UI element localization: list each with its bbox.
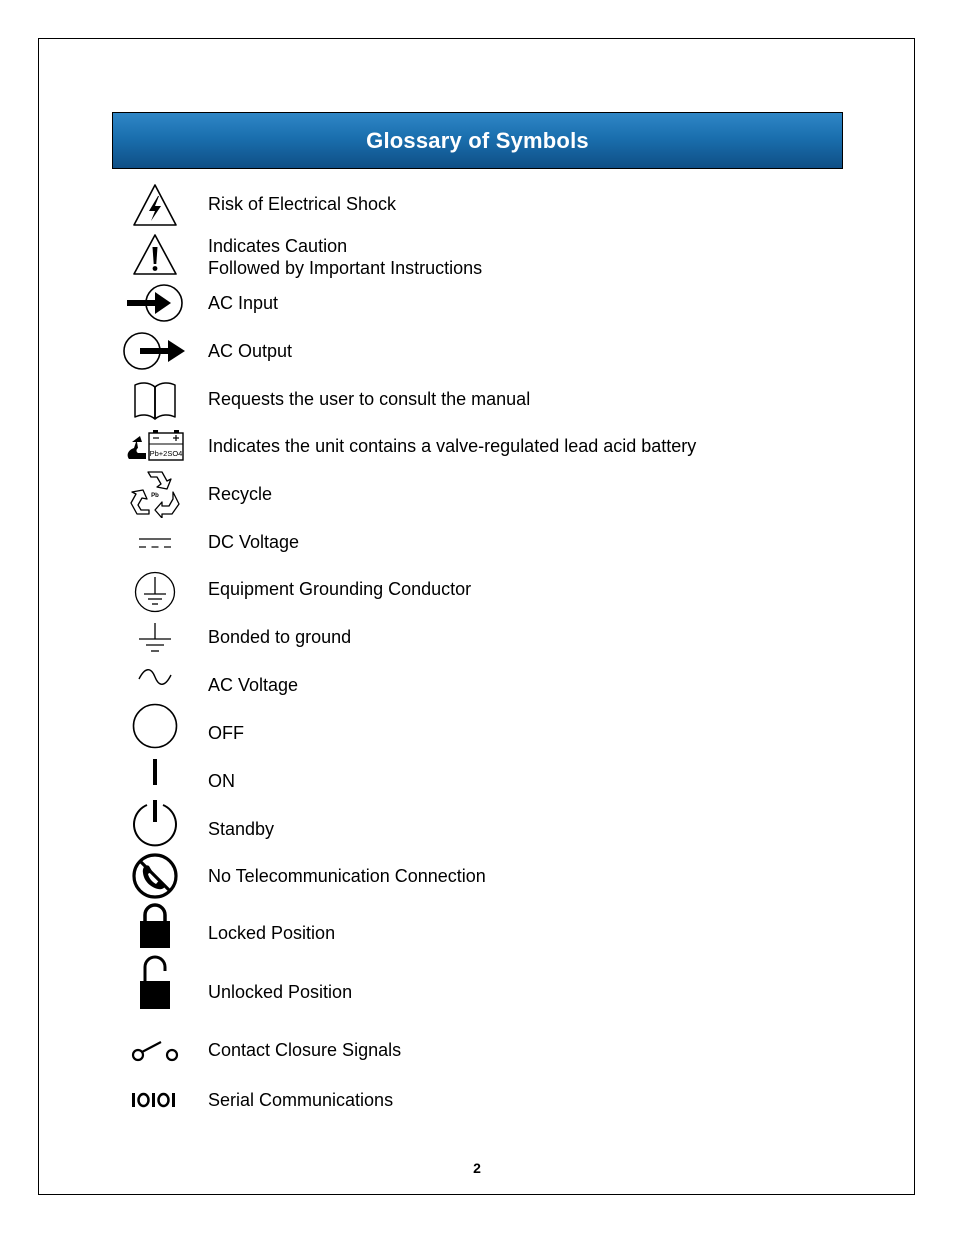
symbol-label: AC Voltage [208, 675, 299, 695]
manual-book-icon [122, 378, 188, 422]
lock-icon [122, 900, 188, 950]
symbol-row [112, 1032, 842, 1068]
ground-icon [122, 618, 188, 658]
symbol-label: DC Voltage [208, 532, 300, 552]
page-number: 2 [473, 1160, 481, 1176]
symbol-row [112, 955, 842, 1011]
battery-chemistry-text: Pb+2SO4 [149, 449, 183, 458]
symbol-row [112, 570, 842, 614]
symbol-row [112, 799, 842, 847]
symbol-row [112, 425, 842, 467]
symbol-label: Equipment Grounding Conductor [208, 579, 472, 599]
symbol-row [112, 180, 842, 230]
battery-icon [122, 425, 188, 467]
symbol-row [112, 282, 842, 324]
protective-ground-icon [122, 570, 188, 614]
symbol-row [112, 662, 842, 702]
unlock-icon [122, 955, 188, 1011]
symbol-label: ON [208, 771, 235, 791]
svg-text:Pb: Pb [151, 493, 159, 499]
symbol-row [112, 468, 842, 518]
symbol-row [112, 330, 842, 372]
symbol-label: Risk of Electrical Shock [208, 194, 397, 214]
recycle-icon [122, 468, 188, 518]
electrical-shock-warning-icon [122, 180, 188, 230]
title-banner [112, 112, 843, 169]
symbol-label: Unlocked Position [208, 982, 353, 1002]
caution-icon [122, 232, 188, 278]
symbol-label: AC Input [208, 293, 279, 313]
page-title: Glossary of Symbols [366, 127, 589, 153]
on-icon [122, 757, 188, 787]
ac-voltage-icon [122, 662, 188, 692]
symbol-label: AC Output [208, 341, 293, 361]
symbol-row [112, 523, 842, 563]
symbol-row [112, 618, 842, 658]
symbol-row [112, 900, 842, 950]
no-telecom-icon [122, 853, 188, 899]
symbol-label: Standby [208, 819, 275, 839]
symbol-label: Indicates the unit contains a valve-regulated lead acid battery [208, 436, 697, 456]
symbol-label: Locked Position [208, 923, 336, 943]
symbol-label: Contact Closure Signals [208, 1040, 402, 1060]
serial-comm-icon [122, 1082, 188, 1118]
symbol-row [112, 853, 842, 899]
contact-closure-icon [122, 1032, 188, 1068]
symbol-label: Indicates Caution [208, 236, 348, 256]
standby-icon [122, 799, 188, 847]
symbol-row [112, 1082, 842, 1118]
symbol-row [112, 378, 842, 422]
symbol-label: Requests the user to consult the manual [208, 389, 531, 409]
ac-output-icon [122, 330, 188, 372]
symbol-label: Followed by Important Instructions [208, 258, 483, 278]
symbol-label: Bonded to ground [208, 627, 352, 647]
symbol-label: No Telecommunication Connection [208, 866, 486, 886]
symbol-row [112, 757, 842, 791]
ac-input-icon [122, 282, 188, 324]
symbol-row [112, 232, 842, 278]
symbol-label: Recycle [208, 484, 273, 504]
off-icon [122, 703, 188, 749]
symbol-row [112, 703, 842, 749]
symbol-label: Serial Communications [208, 1090, 394, 1110]
symbol-label: OFF [208, 723, 244, 743]
dc-voltage-icon [122, 523, 188, 563]
